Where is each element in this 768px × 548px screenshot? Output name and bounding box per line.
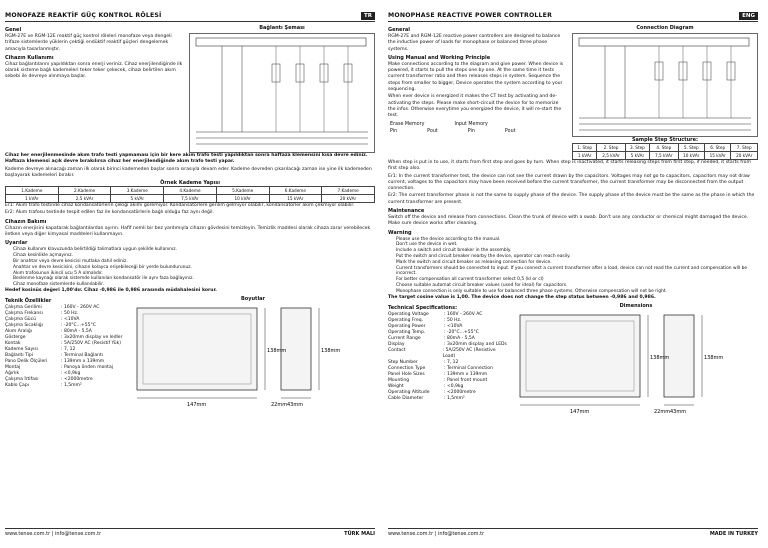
spec-row: Operating Freq. : 50 Hz. (388, 318, 508, 324)
spec-row: Gösterge : 3x20mm display ve ledler (5, 335, 125, 341)
dim-depth: 43mm (670, 408, 687, 415)
tech-specs (388, 303, 508, 417)
stage-cell: 7.Kademe (322, 187, 375, 195)
list-item: • Choose suitable automat circuit breaker values (used for ideal) for capacitors. (396, 283, 758, 289)
stage-cell: 4.Kademe (164, 187, 217, 195)
footer (5, 528, 375, 537)
usage-heading: Cihazın Kullanımı (5, 54, 54, 61)
connection-diagram (189, 33, 375, 153)
value-cell: 2,5 kVAr (58, 195, 111, 203)
value-cell: 7,5 kVAr (650, 152, 678, 160)
spec-row: Operating Power : <10VA (388, 324, 508, 330)
dim-width: 147mm (187, 402, 207, 409)
stage-cell: 5.Kademe (216, 187, 269, 195)
general-text: RGM-27E ve RGM-12E reaktif güç kontrol röleleri monofaze veya dengeli trifaze sistemlerde yüklerin çektiği endüktif reaktif güçleri dengelemek amacıyla tasarlanmıştır. (5, 34, 172, 52)
spec-row: Ağırlık : <0,9kg (5, 371, 125, 377)
value-cell: 5 kVAr (625, 152, 649, 160)
list-item: • Put the switch and circuit breaker nearby the device, operator can reach easily. (396, 254, 758, 260)
step-table (572, 143, 758, 160)
value-cell: 15 kVAr (269, 195, 322, 203)
stage-cell: 4. Step (650, 144, 678, 152)
list-item: • Include a switch and circuit breaker in the assembly. (396, 248, 758, 254)
origin-label: MADE IN TURKEY (709, 531, 758, 537)
language-badge: TR (361, 12, 375, 20)
spec-row: Çalışma Frekansı : 50 Hz. (5, 311, 125, 317)
value-cell: 5 kVAr (111, 195, 164, 203)
spec-row: Kademe Sayısı : 7, 12 (5, 347, 125, 353)
list-item: • Mark the switch and circuit breaker as releasing connection for device. (396, 260, 758, 266)
dimension-drawing (131, 302, 371, 410)
list-item: • Bir anahtar veya devre kesicisi mutlaka dahil ediniz. (13, 259, 375, 265)
list-item: • Anahtar ve devre kesicisini, cihazın kolayca erişebileceği bir yerde bulundurunuz. (13, 265, 375, 271)
footer (388, 528, 758, 537)
pin-label: Pin (467, 128, 475, 134)
page-title: MONOPHASE REACTIVE POWER CONTROLLER (388, 12, 553, 19)
maintenance-text: Cihazın enerjisini kapatarak bağlantılardan ayırın. Hafif nemli bir bez yardımıyla cihazın gövdesini temizleyin. Temizlik maddesi olarak cihaza zarar verebilecek iletken veya diğer kimyasal maddeleri kullanmayın. (5, 225, 371, 238)
dims-heading: Boyutlar (240, 296, 265, 303)
stage-cell: 3.Kademe (111, 187, 164, 195)
spec-row: Panel Hole Sizes : 139mm x 139mm (388, 372, 508, 378)
maintenance-heading: Cihazın Bakımı (5, 218, 47, 225)
pout-label: Pout (427, 128, 438, 134)
list-item: • Monophase connection is only suitable to use for balanced three phase systems. Otherwise compensation will not be right. (396, 289, 758, 295)
dim-front: 22mm (654, 408, 671, 415)
dim-height: 138mm (650, 354, 670, 361)
stage-cell: 6.Kademe (269, 187, 322, 195)
stage-cell: 2. Step (597, 144, 625, 152)
stage-cell: 3. Step (625, 144, 649, 152)
list-item: • For better compensation all current transformer select 0,5 (kl or cl) (396, 277, 758, 283)
spec-row: Operating Voltage : 160V - 260V AC (388, 312, 508, 318)
list-item: • Current transformers should be connected to input. If you connect a current transformer after a load, device can not read the current and compensation will be incorrect. (396, 266, 758, 278)
spec-row: Current Range : 80mA - 5,5A (388, 336, 508, 342)
value-cell: 10 kVAr (678, 152, 704, 160)
spec-row: Çalışma İrtifası : <2000metre (5, 377, 125, 383)
spec-row: Connection Type : Terminal Connection (388, 366, 508, 372)
spec-row: Contact : 5A/250V AC (Resistive Load) (388, 348, 508, 360)
spec-row: Çalışma Gerilimi : 160V - 260V AC (5, 305, 125, 311)
sample-title: Sample Step Structure: (631, 137, 699, 143)
example-title: Örnek Kademe Yapısı (160, 180, 220, 187)
value-cell: 1 kVAr (6, 195, 59, 203)
spec-row: Kontak : 5A/250V AC (Resistif Yük) (5, 341, 125, 347)
spec-row: Cable Diameter : 1,5mm² (388, 396, 508, 402)
page-title: MONOFAZE REAKTİF GÜÇ KONTROL RÖLESİ (5, 12, 162, 19)
general-heading: General (388, 27, 410, 33)
warnings-list (5, 247, 375, 288)
erase-memory-label: Erase Memory (390, 121, 425, 127)
value-cell: 2,5 kVAr (597, 152, 625, 160)
list-item: • Cihaz monofaze sistemlerde kullanılabilir. (13, 282, 375, 288)
list-item: • Please use the device according to the manual. (396, 237, 758, 243)
general-text: RGM-27E and RGM-12E reactive power controllers are designed to balance the inductive power of loads for monophase or balanced three phase systems. (388, 34, 561, 52)
turkish-column (5, 10, 375, 540)
spec-row: Step Number : 7, 12 (388, 360, 508, 366)
value-cell: 15 kVAr (705, 152, 731, 160)
spec-row: Operating Altitude : <2000metre (388, 390, 508, 396)
ct-test-text: When ever device is energized it makes the CT test by activating and de-activating the steps. Please make short-circuit the device for to memorize the infos. Otherwise everytime you energized the device, it will re-start the test. (388, 94, 562, 119)
list-item: • Cihazı kullanım klavuzunda belirtildiği talimatlara uygun şekilde kullanınız. (13, 247, 375, 253)
tech-specs (5, 296, 125, 410)
pin-labels (390, 129, 566, 134)
input-memory-label: Input Memory (454, 121, 488, 127)
pout-label: Pout (504, 128, 516, 134)
spec-row: Display : 3x20mm display and LEDs (388, 342, 508, 348)
stage-cell: 1. Step (573, 144, 597, 152)
step-text: When step is put in to use, it starts from first step and goes by turn. When step is inactivated, it starts releasing steps from first step, if needed, it starts from first step also. (388, 160, 751, 172)
dimension-drawing (514, 309, 754, 417)
spec-row: Çalışma Gücü : <10VA (5, 317, 125, 323)
value-cell: 20 kVAr (731, 152, 758, 160)
spec-row: Mounting : Panel front mount (388, 378, 508, 384)
english-column (388, 10, 758, 540)
website-link[interactable]: www.tense.com.tr | info@tense.com.tr (5, 531, 102, 537)
maintenance-heading: Maintenance (388, 208, 425, 215)
language-badge: ENG (739, 12, 758, 20)
website-link[interactable]: www.tense.com.tr | info@tense.com.tr (388, 531, 485, 537)
origin-label: TÜRK MALI (344, 531, 375, 537)
wiring-schematic (573, 34, 757, 136)
warnings-heading: Uyarılar (5, 240, 28, 247)
dim-width: 147mm (570, 408, 590, 415)
error-1-text: Er1: In the current transformer test, the device can not see the current drawn by the capacitors. Voltages may not go to capacitors, capacitors may not draw current, voltages to the capacitors may have been received before the current transformer, the current transformer may be disconnected from the output connection. (388, 173, 750, 192)
warnings-heading: Warning (388, 229, 412, 236)
dimensions (131, 296, 375, 410)
list-item: • Cihazı kesinlikle açmayınız. (13, 253, 375, 259)
dim-side-height: 138mm (704, 354, 724, 361)
general-heading: Genel (5, 27, 22, 33)
stage-cell: 5. Step (678, 144, 704, 152)
stage-cell: 1.Kademe (6, 187, 59, 195)
value-cell: 20 kVAr (322, 195, 375, 203)
list-item: • Beslenme kaynağı olarak sistemde kullanılan kondansatör ile aynı faza bağlayınız. (13, 276, 375, 282)
dim-side-height: 138mm (321, 348, 341, 355)
stage-text: Kademe devreye alınacağı zaman ilk olarak birinci kademeden başlar sonra sırasıyla devam eder. Kademe devreden çıkarılacağı zaman ise yine ilk kademeden başlayarak kademeleri bırakır. (5, 166, 372, 178)
spec-row: Operating Temp. : -20°C...+55°C (388, 330, 508, 336)
stage-cell: 7. Step (731, 144, 758, 152)
spec-row: Kablo Çapı : 1,5mm² (5, 383, 125, 389)
wiring-schematic (190, 34, 374, 152)
memory-pins (390, 122, 566, 127)
value-cell: 1 kVAr (573, 152, 597, 160)
title-bar (5, 10, 375, 22)
warnings-list (388, 237, 758, 295)
pin-label: Pin (390, 128, 398, 134)
error-2-text: Er2: Akım trafosu testinde tespit edilen faz ile kondansatörlerin bağlı olduğu faz aynı değil. (5, 210, 214, 216)
spec-row: Montaj : Panoya önden montaj (5, 365, 125, 371)
spec-row: Pano Delik Ölçüleri : 139mm x 139mm (5, 359, 125, 365)
error-1-text: Er1: Akım trafo testinde cihaz kondansatörlerin çekiği akımı göremiyor. Kondansatörlere gerilim gelmiyor olabilir, kondansatörler akım çekmiyor olabilir. (5, 203, 355, 209)
spec-row: Weight : <0,9kg (388, 384, 508, 390)
tech-heading: Technical Specifications: (388, 304, 458, 311)
dim-depth: 43mm (287, 402, 304, 409)
dim-front: 22mm (271, 402, 288, 409)
dimensions (514, 303, 758, 417)
cosine-note: The target cosine value is 1,00. The device does not change the step status between -0,986 and 0,986. (388, 294, 656, 300)
stage-table (5, 186, 375, 203)
error-2-text: Er2: The current transformer phase is not the same to supply phase of the device. The supply phase of the device must be the same as the phase in which the current transformer are present. (388, 193, 755, 205)
connection-diagram (572, 33, 758, 137)
usage-heading: Using Manual and Working Principle (388, 54, 491, 61)
diagram-heading: Bağlantı Şeması (259, 25, 305, 31)
dim-height: 138mm (267, 348, 287, 355)
spec-row: Bağlantı Tipi : Terminal Bağlantı (5, 353, 125, 359)
usage-text: Make connections according to the diagram and give power. When device is powered, it starts to pull the steps one by one. At the same time it tests current transformer ratio and then releases steps in system. Sequence the steps from smaller to bigger, Device operates the system according to your sequencing. (388, 61, 564, 93)
tech-heading: Teknik Özellikler (5, 298, 52, 305)
maintenance-text: Switch off the device and release from connections. Clean the trunk of device with a swab. Don't use any conductor or chemical might damaged the device. Make sure device works after cleaning. (388, 215, 749, 227)
stage-cell: 6. Step (705, 144, 731, 152)
dims-heading: Dimensions (619, 302, 653, 309)
usage-text: Cihaz bağlantılarını yapıldıktan sonra enerji veriniz. Cihaz enerjilendiğinde ilk olarak sisteme bağlı kademeleri teker teker çekecek, cihazı belirtilen akım sebebi ile devreye alınmaya başlar. (5, 61, 183, 80)
title-bar (388, 10, 758, 22)
spec-row: Akım Aralığı : 80mA - 5,5A (5, 329, 125, 335)
cosine-note: Hedef kosinüs değeri 1,00'dır. Cihaz -0,986 ile 0,986 arasında müdahalesini korur. (5, 287, 217, 293)
ct-test-text: Cihaz her enerjilenmesinde akım trafo testi yapmaması için bir kere akım trafo testi yapıldıktan sonra haftaza klemensini kısa devre ediniz. Haftaza klemensi açık devre bırakılırsa cihaz her enerjilendiğinde akım trafo testi yapar. (5, 153, 368, 165)
list-item: • Don't use the device in wet. (396, 242, 758, 248)
value-cell: 7,5 kVAr (164, 195, 217, 203)
stage-cell: 2.Kademe (58, 187, 111, 195)
spec-row: Çalışma Sıcaklığı : -20°C...+55°C (5, 323, 125, 329)
list-item: • Akım trafosunun ikincil ucu 5 A olmalıdır. (13, 271, 375, 277)
diagram-heading: Connection Diagram (636, 25, 694, 31)
value-cell: 10 kVAr (216, 195, 269, 203)
